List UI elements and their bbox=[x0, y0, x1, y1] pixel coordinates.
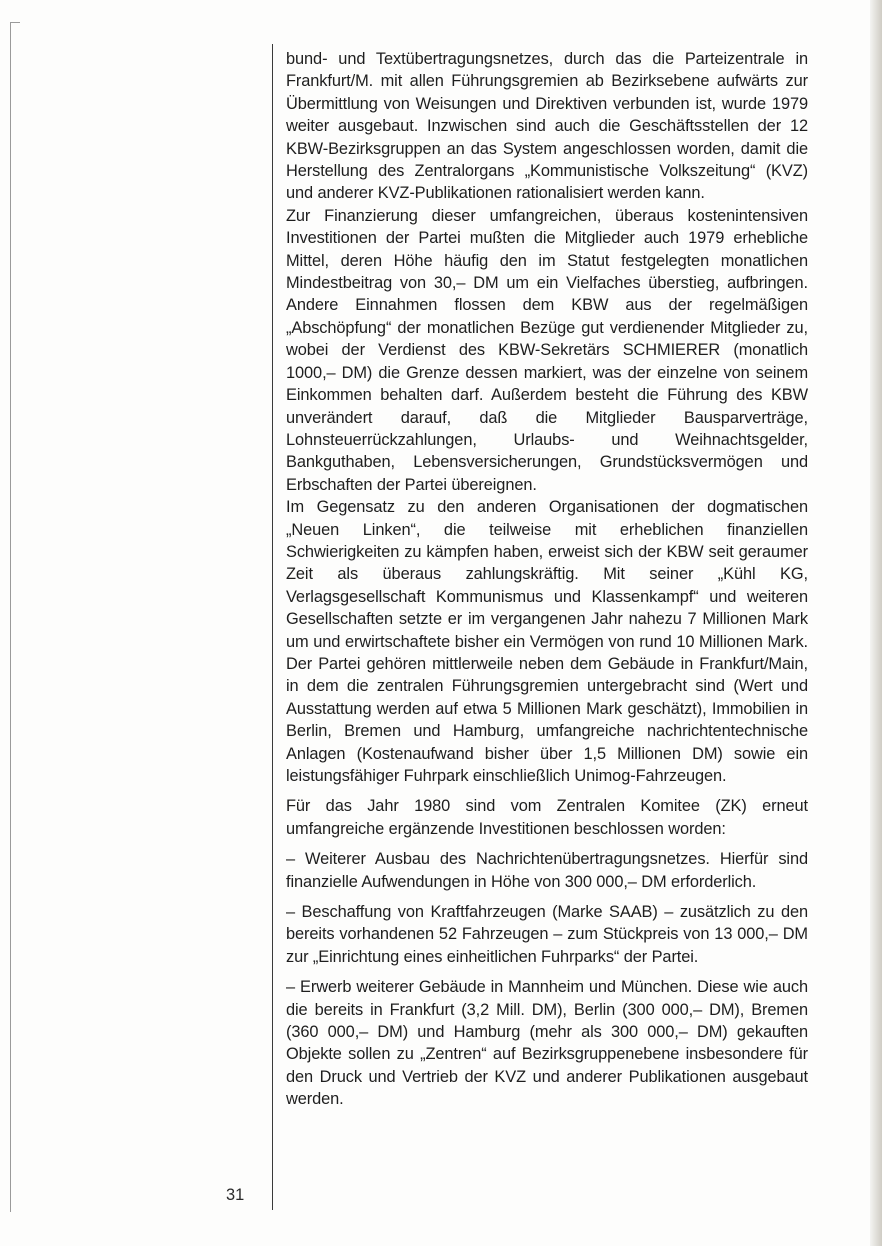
paragraph-zahlungskraft: Im Gegensatz zu den anderen Organisationen der dogmatischen „Neuen Linken“, die teilweise mit erheblichen finanziellen Schwierigkeiten zu kämpfen haben, erweist sich der KBW seit geraumer Zeit als überaus zahlungskräftig. Mit seiner „Kühl KG, Verlagsgesellschaft Kommunismus und Klassenkampf“ und weiteren Gesellschaften setzte er im vergangenen Jahr nahezu 7 Millionen Mark um und erwirtschaftete bisher ein Vermögen von rund 10 Millionen Mark. Der Partei gehören mittlerweile neben dem Gebäude in Frankfurt/Main, in dem die zentralen Führungsgremien untergebracht sind (Wert und Ausstattung werden auf etwa 5 Millionen Mark geschätzt), Immobilien in Berlin, Bremen und Hamburg, umfangreiche nachrichtentechnische Anlagen (Kostenaufwand bisher über 1,5 Millionen DM) sowie ein leistungsfähiger Fuhrpark einschließlich Unimog-Fahrzeugen. bbox=[286, 498, 808, 785]
list-item-gebaeude: – Erwerb weiterer Gebäude in Mannheim und München. Diese wie auch die bereits in Frankfurt (3,2 Mill. DM), Berlin (300 000,– DM), Bremen (360 000,– DM) und Hamburg (mehr als 300 000,– DM) gekauften Objekte sollen zu „Zentren“ auf Bezirksgruppenebene insbesondere für den Druck und Vertrieb der KVZ und anderer Publikationen ausgebaut werden. bbox=[286, 978, 808, 1109]
column-rule bbox=[272, 44, 273, 1210]
list-item-nachrichtennetz: – Weiterer Ausbau des Nachrichtenübertragungsnetzes. Hierfür sind finanzielle Aufwendungen in Höhe von 300 000,– DM erforderlich. bbox=[286, 850, 808, 891]
paragraph-investitionen-1980: Für das Jahr 1980 sind vom Zentralen Komitee (ZK) erneut umfangreiche ergänzende Investitionen beschlossen worden: bbox=[286, 797, 808, 838]
paragraph-netzwerk: bund- und Textübertragungsnetzes, durch das die Parteizentrale in Frankfurt/M. mit allen Führungsgremien ab Bezirksebene aufwärts zur Übermittlung von Weisungen und Direktiven verbunden ist, wurde 1979 weiter ausgebaut. Inzwischen sind auch die Geschäftsstellen der 12 KBW-Bezirksgruppen an das System angeschlossen worden, damit die Herstellung des Zentralorgans „Kommunistische Volkszeitung“ (KVZ) und anderer KVZ-Publikationen rationalisiert werden kann. bbox=[286, 50, 808, 203]
scan-edge-left bbox=[10, 22, 11, 1212]
list-item-kraftfahrzeuge: – Beschaffung von Kraftfahrzeugen (Marke SAAB) – zusätzlich zu den bereits vorhandenen 52 Fahrzeugen – zum Stückpreis von 13 000,– DM zur „Einrichtung eines einheitlichen Fuhrparks“ der Partei. bbox=[286, 903, 808, 966]
paragraph-finanzierung: Zur Finanzierung dieser umfangreichen, überaus kostenintensiven Investitionen der Partei mußten die Mitglieder auch 1979 erhebliche Mittel, deren Höhe häufig den im Statut festgelegten monatlichen Mindestbeitrag von 30,– DM um ein Vielfaches überstieg, aufbringen. Andere Einnahmen flossen dem KBW aus der regelmäßigen „Abschöpfung“ der monatlichen Bezüge gut verdienender Mitglieder zu, wobei der Verdienst des KBW-Sekretärs SCHMIERER (monatlich 1000,– DM) die Grenze dessen markiert, was der einzelne von seinem Einkommen behalten darf. Außerdem besteht die Führung des KBW unverändert darauf, daß die Mitglieder Bausparverträge, Lohnsteuerrückzahlungen, Urlaubs- und Weihnachtsgelder, Bankguthaben, Lebensversicherungen, Grundstücksvermögen und Erbschaften der Partei übereignen. bbox=[286, 206, 808, 494]
page-number: 31 bbox=[226, 1186, 245, 1204]
scan-edge-right bbox=[870, 0, 882, 1246]
body-text-column bbox=[286, 48, 808, 1111]
scan-corner-top bbox=[10, 22, 20, 23]
